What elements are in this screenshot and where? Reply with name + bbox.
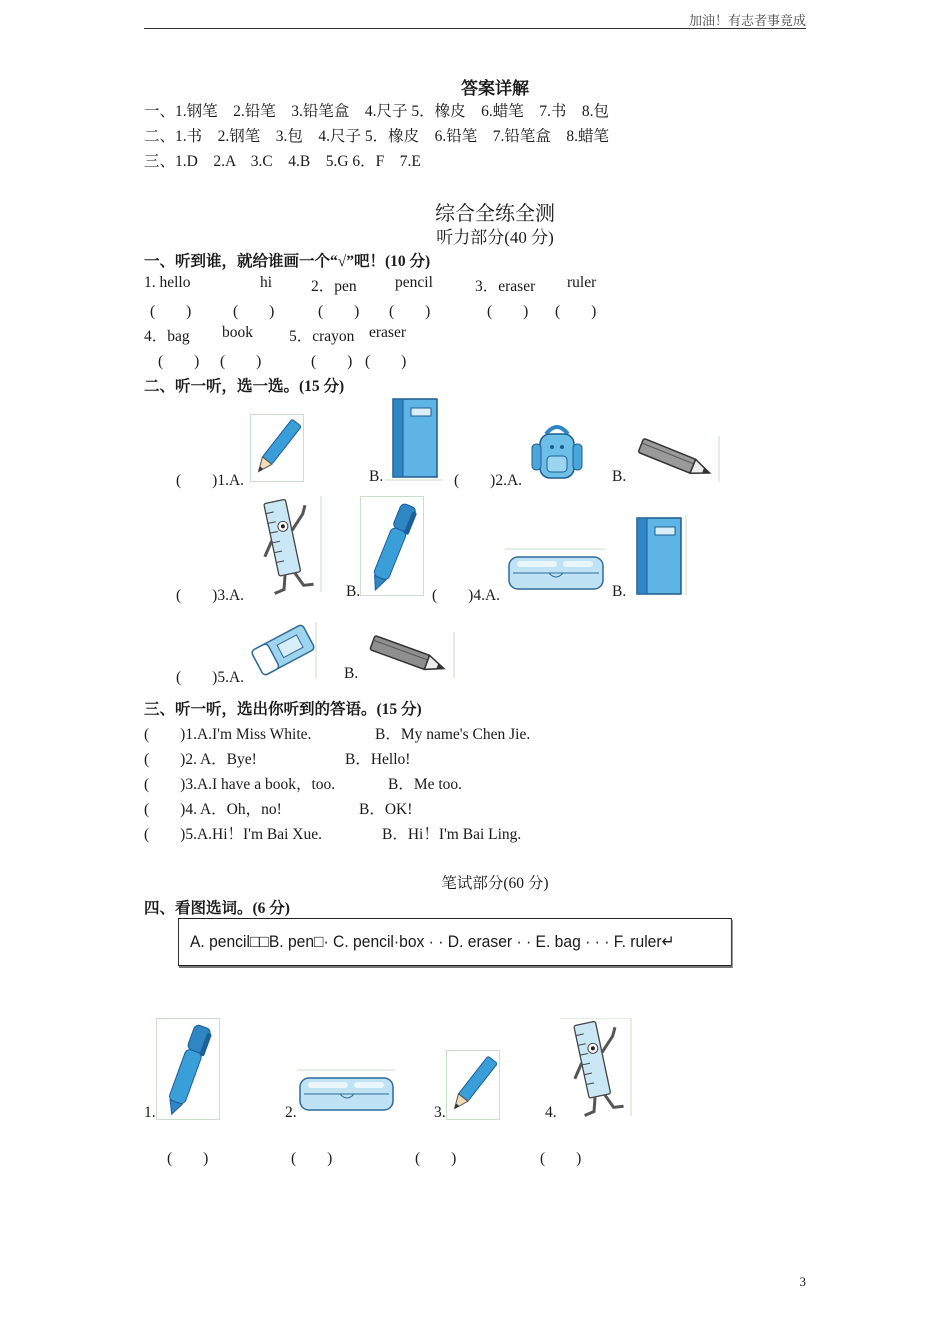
answer-blank[interactable]: ( ) [167,1150,209,1167]
s3-option-a[interactable]: ( )5.A.Hi！I'm Bai Xue. [144,826,323,843]
q5-option-b[interactable]: B. [344,665,359,682]
s1-word: ruler [567,274,597,291]
eraser-icon [248,618,318,680]
s3-option-b[interactable]: B．Hi！I'm Bai Ling. [382,826,522,843]
answers-line-1: 一、1.钢笔 2.铅笔 3.铅笔盒 4.尺子 5．橡皮 6.蜡笔 7.书 8.包 [144,103,610,120]
test-title: 综合全练全测 [435,203,555,225]
answer-blank[interactable]: ( ) [318,303,360,320]
answer-blank[interactable]: ( ) [415,1150,457,1167]
q4-option-b[interactable]: B. [612,583,627,600]
header-motto: 加油！有志者事竟成 [688,13,806,28]
q2-option-a[interactable]: ( )2.A. [454,472,523,489]
word-bank [178,918,732,966]
answer-blank[interactable]: ( ) [150,303,192,320]
writing-title: 笔试部分(60 分) [441,875,549,892]
q3-option-a[interactable]: ( )3.A. [176,587,245,604]
s3-option-b[interactable]: B．OK! [359,801,413,818]
pencil-icon [446,1050,500,1120]
s4-number: 4. [545,1104,557,1121]
q4-option-a[interactable]: ( )4.A. [432,587,501,604]
book-icon [631,515,687,597]
listening-title: 听力部分(40 分) [436,228,554,247]
pencil-box-icon [297,1068,397,1116]
s3-option-b[interactable]: B．Me too. [388,776,463,793]
answer-blank[interactable]: ( ) [555,303,597,320]
s1-word: 2．pen [311,278,357,295]
s1-word: pencil [395,274,433,291]
q3-option-b[interactable]: B. [346,583,361,600]
q2-option-b[interactable]: B. [612,468,627,485]
pencil-box-icon [505,547,607,595]
answer-blank[interactable]: ( ) [233,303,275,320]
answers-line-2: 二、1.书 2.钢笔 3.包 4.尺子 5．橡皮 6.铅笔 7.铅笔盒 8.蜡笔 [144,128,610,145]
answer-blank[interactable]: ( ) [389,303,431,320]
answers-title: 答案详解 [461,79,529,98]
s3-option-a[interactable]: ( )3.A.I have a book，too. [144,776,336,793]
s3-option-b[interactable]: B．My name's Chen Jie. [375,726,531,743]
s4-number: 1. [144,1104,156,1121]
crayon-icon [362,632,456,680]
answer-blank[interactable]: ( ) [540,1150,582,1167]
s3-option-b[interactable]: B．Hello! [345,751,411,768]
page-number: 3 [799,1274,806,1289]
answers-line-3: 三、1.D 2.A 3.C 4.B 5.G 6．F 7.E [144,153,421,170]
ruler-icon [560,1018,632,1118]
s3-heading: 三、听一听，选出你听到的答语。(15 分) [144,701,422,718]
book-icon [385,396,443,482]
s4-number: 2. [285,1104,297,1121]
s1-word: hi [260,274,273,291]
s1-word: 3．eraser [475,278,536,295]
ruler-icon [250,496,322,596]
s3-option-a[interactable]: ( )1.A.I'm Miss White. [144,726,312,743]
s3-option-a[interactable]: ( )2. A．Bye! [144,751,257,768]
q1-option-b[interactable]: B. [369,468,384,485]
crayon-icon [632,436,720,484]
s1-word: eraser [369,324,406,341]
pen-icon [360,496,424,596]
answer-blank[interactable]: ( ) [291,1150,333,1167]
s4-number: 3. [434,1104,446,1121]
pencil-icon [250,414,304,482]
s1-word: book [222,324,253,341]
q1-option-a[interactable]: ( )1.A. [176,472,245,489]
s4-heading: 四、看图选词。(6 分) [144,900,290,917]
q5-option-a[interactable]: ( )5.A. [176,669,245,686]
word-bank-text: A. pencil□□B. pen□· C. pencil·box · · D. eraser · · E. bag · · · F. ruler↵ [189,932,675,951]
s1-word: 5．crayon [289,328,355,345]
s1-word: 1. hello [144,274,191,291]
s2-heading: 二、听一听，选一选。(15 分) [144,378,345,395]
answer-blank[interactable]: ( ) [311,353,353,370]
s3-option-a[interactable]: ( )4. A．Oh，no! [144,801,282,818]
pen-icon [156,1018,220,1120]
s1-heading: 一、听到谁，就给谁画一个“√”吧！(10 分) [144,253,431,270]
answer-blank[interactable]: ( ) [220,353,262,370]
answer-blank[interactable]: ( ) [487,303,529,320]
backpack-icon [528,420,586,482]
answer-blank[interactable]: ( ) [158,353,200,370]
answer-blank[interactable]: ( ) [365,353,407,370]
s1-word: 4．bag [144,328,190,345]
